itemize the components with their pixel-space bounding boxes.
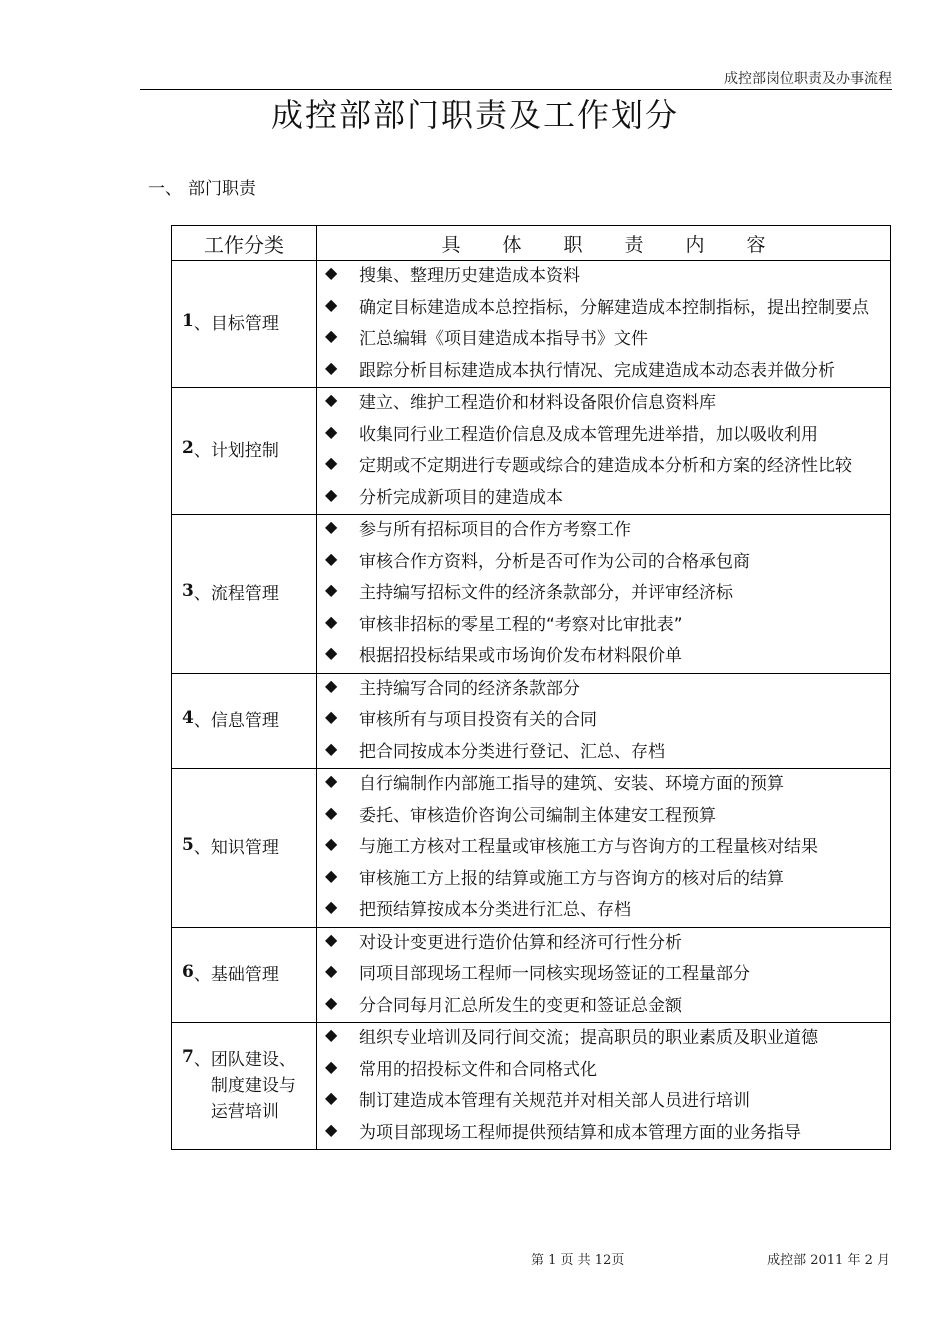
category-cell xyxy=(172,261,317,388)
category-label xyxy=(194,835,279,861)
table-header-row xyxy=(172,226,891,261)
category-number: 1 xyxy=(182,311,194,331)
duty-text: 跟踪分析目标建造成本执行情况、完成建造成本动态表并做分析 xyxy=(359,360,835,381)
diamond-bullet-icon: ◆ xyxy=(325,263,338,282)
duties-cell xyxy=(317,388,891,515)
diamond-bullet-icon: ◆ xyxy=(325,517,338,536)
category-label xyxy=(194,311,279,337)
diamond-bullet-icon: ◆ xyxy=(325,548,338,568)
diamond-bullet-icon: ◆ xyxy=(325,357,338,377)
duty-text: 汇总编辑《项目建造成本指导书》文件 xyxy=(359,329,648,349)
diamond-bullet-icon: ◆ xyxy=(325,294,338,314)
list-item xyxy=(325,515,884,547)
diamond-bullet-icon: ◆ xyxy=(325,611,338,631)
diamond-bullet-icon: ◆ xyxy=(325,707,338,726)
duty-text: 收集同行业工程造价信息及成本管理先进举措，加以吸收利用 xyxy=(359,424,818,445)
list-item xyxy=(325,388,884,420)
duty-text: 委托、审核造价咨询公司编制主体建安工程预算 xyxy=(359,805,716,826)
table-body xyxy=(172,261,891,1150)
duty-text: 常用的招投标文件和合同格式化 xyxy=(359,1059,597,1080)
section-number: 一、 xyxy=(148,179,182,199)
list-item xyxy=(325,578,884,610)
duty-text: 主持编写合同的经济条款部分 xyxy=(359,678,580,699)
list-item xyxy=(325,991,884,1023)
diamond-bullet-icon: ◆ xyxy=(325,771,338,790)
diamond-bullet-icon: ◆ xyxy=(325,326,338,345)
duty-text: 审核所有与项目投资有关的合同 xyxy=(359,710,597,730)
list-item xyxy=(325,832,884,864)
duty-text: 根据招投标结果或市场询价发布材料限价单 xyxy=(359,646,682,666)
list-item xyxy=(325,737,884,769)
diamond-bullet-icon: ◆ xyxy=(325,865,338,885)
duty-text: 分析完成新项目的建造成本 xyxy=(359,487,563,508)
category-cell xyxy=(172,769,317,928)
category-number: 2 xyxy=(182,438,194,458)
duty-text: 搜集、整理历史建造成本资料 xyxy=(359,266,580,286)
duties-cell xyxy=(317,515,891,674)
diamond-bullet-icon: ◆ xyxy=(325,643,338,662)
category-label xyxy=(194,581,279,607)
list-item xyxy=(325,705,884,737)
category-label-line: 、流程管理 xyxy=(193,583,279,604)
duty-text: 把预结算按成本分类进行汇总、存档 xyxy=(359,900,631,920)
category-number: 5 xyxy=(182,834,194,855)
section-label: 部门职责 xyxy=(188,179,256,199)
diamond-bullet-icon: ◆ xyxy=(325,675,338,695)
duties-table xyxy=(171,225,891,1150)
diamond-bullet-icon: ◆ xyxy=(325,802,338,822)
list-item xyxy=(325,959,884,991)
document-title: 成控部部门职责及工作划分 xyxy=(270,96,679,134)
category-label-line: 运营培训 xyxy=(210,1102,279,1122)
list-item xyxy=(325,1055,884,1087)
diamond-bullet-icon: ◆ xyxy=(325,929,338,949)
duty-text: 审核非招标的零星工程的“考察对比审批表” xyxy=(359,614,683,635)
diamond-bullet-icon: ◆ xyxy=(325,390,338,409)
diamond-bullet-icon: ◆ xyxy=(325,897,338,916)
header-content-label: 具体职责内容 xyxy=(441,233,808,256)
duty-text: 分合同每月汇总所发生的变更和签证总金额 xyxy=(359,995,682,1016)
list-item xyxy=(325,261,884,293)
category-label xyxy=(194,708,279,734)
duty-text: 同项目部现场工程师一同核实现场签证的工程量部分 xyxy=(359,964,750,984)
list-item xyxy=(325,641,884,673)
footer-date: 成控部 2011 年 2 月 xyxy=(767,1253,890,1268)
diamond-bullet-icon: ◆ xyxy=(325,1025,338,1044)
table-row xyxy=(172,927,891,1023)
diamond-bullet-icon: ◆ xyxy=(325,1056,338,1076)
category-label-line: 制度建设与 xyxy=(210,1076,296,1096)
diamond-bullet-icon: ◆ xyxy=(325,421,338,441)
header-content xyxy=(317,226,891,261)
running-header: 成控部岗位职责及办事流程 xyxy=(724,71,892,87)
list-item xyxy=(325,324,884,356)
table-row xyxy=(172,388,891,515)
diamond-bullet-icon: ◆ xyxy=(325,1088,338,1107)
diamond-bullet-icon: ◆ xyxy=(325,961,338,980)
list-item xyxy=(325,1086,884,1118)
duty-text: 审核合作方资料，分析是否可作为公司的合格承包商 xyxy=(359,551,750,572)
list-item xyxy=(325,1118,884,1150)
duties-cell xyxy=(317,261,891,388)
category-number: 7 xyxy=(182,1047,194,1067)
category-label-line: 、计划控制 xyxy=(193,441,279,461)
list-item xyxy=(325,674,884,706)
duties-cell xyxy=(317,769,891,928)
list-item xyxy=(325,769,884,801)
diamond-bullet-icon: ◆ xyxy=(325,580,338,599)
duties-cell xyxy=(317,927,891,1023)
table-row xyxy=(172,261,891,388)
list-item xyxy=(325,451,884,483)
duty-text: 主持编写招标文件的经济条款部分，并评审经济标 xyxy=(359,583,733,603)
duty-text: 与施工方核对工程量或审核施工方与咨询方的工程量核对结果 xyxy=(359,837,818,857)
table-row xyxy=(172,515,891,674)
list-item xyxy=(325,610,884,642)
duty-text: 定期或不定期进行专题或综合的建造成本分析和方案的经济性比较 xyxy=(359,456,852,476)
header-category: 工作分类 xyxy=(172,226,317,261)
duty-text: 对设计变更进行造价估算和经济可行性分析 xyxy=(359,932,682,953)
category-label-line: 、目标管理 xyxy=(193,314,279,334)
duties-cell xyxy=(317,1023,891,1150)
duty-text: 制订建造成本管理有关规范并对相关部人员进行培训 xyxy=(359,1091,750,1111)
table-row xyxy=(172,769,891,928)
duty-text: 把合同按成本分类进行登记、汇总、存档 xyxy=(359,741,665,762)
category-number: 3 xyxy=(182,580,194,601)
table-row xyxy=(172,673,891,769)
list-item xyxy=(325,483,884,515)
category-cell xyxy=(172,1023,317,1150)
duty-text: 自行编制作内部施工指导的建筑、安装、环境方面的预算 xyxy=(359,774,784,794)
duty-text: 参与所有招标项目的合作方考察工作 xyxy=(359,520,631,540)
list-item xyxy=(325,895,884,927)
diamond-bullet-icon: ◆ xyxy=(325,453,338,472)
category-cell xyxy=(172,927,317,1023)
category-label xyxy=(194,962,279,988)
category-label-line: 、基础管理 xyxy=(193,964,279,985)
list-item xyxy=(325,801,884,833)
duty-text: 审核施工方上报的结算或施工方与咨询方的核对后的结算 xyxy=(359,868,784,889)
category-number: 4 xyxy=(182,707,194,728)
duties-cell xyxy=(317,673,891,769)
diamond-bullet-icon: ◆ xyxy=(325,992,338,1012)
diamond-bullet-icon: ◆ xyxy=(325,1119,338,1139)
list-item xyxy=(325,1023,884,1055)
category-label xyxy=(194,438,279,464)
duty-text: 确定目标建造成本总控指标，分解建造成本控制指标，提出控制要点 xyxy=(359,297,869,318)
list-item xyxy=(325,420,884,452)
duty-text: 组织专业培训及同行间交流；提高职员的职业素质及职业道德 xyxy=(359,1028,818,1048)
list-item xyxy=(325,293,884,325)
table-row xyxy=(172,1023,891,1150)
diamond-bullet-icon: ◆ xyxy=(325,484,338,504)
category-label-line: 、团队建设、 xyxy=(193,1050,296,1070)
category-label xyxy=(194,1047,296,1125)
diamond-bullet-icon: ◆ xyxy=(325,834,338,853)
page-number: 第 1 页 共 12页 xyxy=(531,1253,625,1268)
category-number: 6 xyxy=(182,961,194,982)
category-label-line: 、知识管理 xyxy=(193,837,279,858)
diamond-bullet-icon: ◆ xyxy=(325,738,338,758)
category-cell xyxy=(172,515,317,674)
duty-text: 建立、维护工程造价和材料设备限价信息资料库 xyxy=(359,393,716,413)
list-item xyxy=(325,928,884,960)
category-label-line: 、信息管理 xyxy=(193,710,279,731)
section-heading xyxy=(148,174,256,199)
list-item xyxy=(325,356,884,388)
category-cell xyxy=(172,673,317,769)
list-item xyxy=(325,547,884,579)
duty-text: 为项目部现场工程师提供预结算和成本管理方面的业务指导 xyxy=(359,1122,801,1143)
list-item xyxy=(325,864,884,896)
category-cell xyxy=(172,388,317,515)
